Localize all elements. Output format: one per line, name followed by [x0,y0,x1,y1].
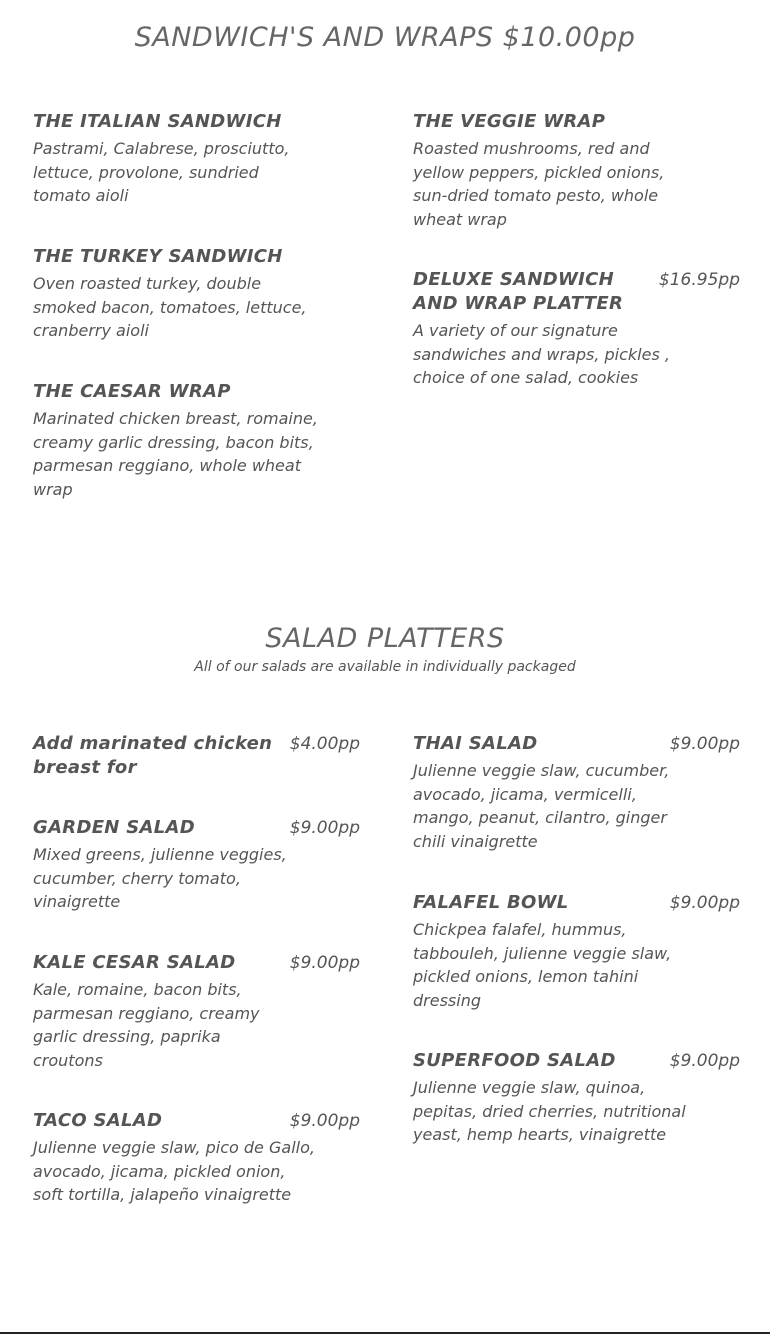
menu-item-name: FALAFEL BOWL [413,892,569,913]
menu-item-name: THE CAESAR WRAP [33,381,231,402]
menu-item-price: $9.00pp [289,953,360,973]
menu-item-price: $9.00pp [669,1051,740,1071]
menu-item-italian-sandwich [33,110,363,208]
menu-item-description: Kale, romaine, bacon bits, parmesan reggiano, creamy garlic dressing, paprika croutons [33,980,260,1070]
menu-item-kale-cesar-salad [33,951,363,1072]
menu-item-deluxe-platter [413,268,743,390]
salads-section-subtitle: All of our salads are available in individually packaged [194,659,576,675]
menu-item-turkey-sandwich [33,245,363,343]
menu-item-description: Oven roasted turkey, double smoked bacon, tomatoes, lettuce, cranberry aioli [33,274,307,340]
menu-item-garden-salad [33,816,363,914]
menu-item-name: DELUXE SANDWICH AND WRAP PLATTER [413,269,624,314]
menu-item-price: $9.00pp [669,734,740,754]
menu-item-name: THE ITALIAN SANDWICH [33,111,282,132]
salads-section-title: SALAD PLATTERS [265,623,505,654]
menu-item-description: Julienne veggie slaw, pico de Gallo, avocado, jicama, pickled onion, soft tortilla, jalapeño vinaigrette [33,1138,315,1204]
menu-item-price: $9.00pp [669,893,740,913]
menu-item-description: Pastrami, Calabrese, prosciutto, lettuce, provolone, sundried tomato aioli [33,139,290,205]
menu-item-name: TACO SALAD [33,1110,163,1131]
menu-item-description: A variety of our signature sandwiches and wraps, pickles , choice of one salad, cookies [413,321,670,387]
menu-item-falafel-bowl [413,891,743,1012]
menu-item-description: Julienne veggie slaw, cucumber, avocado, jicama, vermicelli, mango, peanut, cilantro, ginger chili vinaigrette [413,761,670,851]
menu-item-name: KALE CESAR SALAD [33,952,236,973]
menu-item-superfood-salad [413,1049,743,1147]
menu-item-caesar-wrap [33,380,363,501]
menu-item-description: Chickpea falafel, hummus, tabbouleh, julienne veggie slaw, pickled onions, lemon tahini dressing [413,920,672,1010]
menu-item-price: $16.95pp [658,270,740,290]
menu-item-name: THAI SALAD [413,733,538,754]
menu-item-description: Julienne veggie slaw, quinoa, pepitas, dried cherries, nutritional yeast, hemp hearts, vinaigrette [413,1078,686,1144]
menu-item-add-chicken [33,732,363,780]
menu-item-description: Roasted mushrooms, red and yellow peppers, pickled onions, sun-dried tomato pesto, whole wheat wrap [413,139,665,229]
menu-item-price: $9.00pp [289,818,360,838]
bottom-divider [0,1332,770,1334]
menu-item-name: SUPERFOOD SALAD [413,1050,616,1071]
menu-item-veggie-wrap [413,110,743,231]
menu-item-price: $4.00pp [289,734,360,754]
menu-item-name: GARDEN SALAD [33,817,195,838]
menu-item-description: Marinated chicken breast, romaine, creamy garlic dressing, bacon bits, parmesan reggiano, whole wheat wrap [33,409,318,499]
menu-item-taco-salad [33,1109,363,1207]
menu-item-thai-salad [413,732,743,853]
menu-item-name: Add marinated chicken breast for [33,733,273,778]
sandwiches-section-title: SANDWICH'S AND WRAPS $10.00pp [134,22,636,53]
menu-item-description: Mixed greens, julienne veggies, cucumber, cherry tomato, vinaigrette [33,845,287,911]
menu-item-price: $9.00pp [289,1111,360,1131]
menu-item-name: THE TURKEY SANDWICH [33,246,283,267]
menu-item-name: THE VEGGIE WRAP [413,111,606,132]
